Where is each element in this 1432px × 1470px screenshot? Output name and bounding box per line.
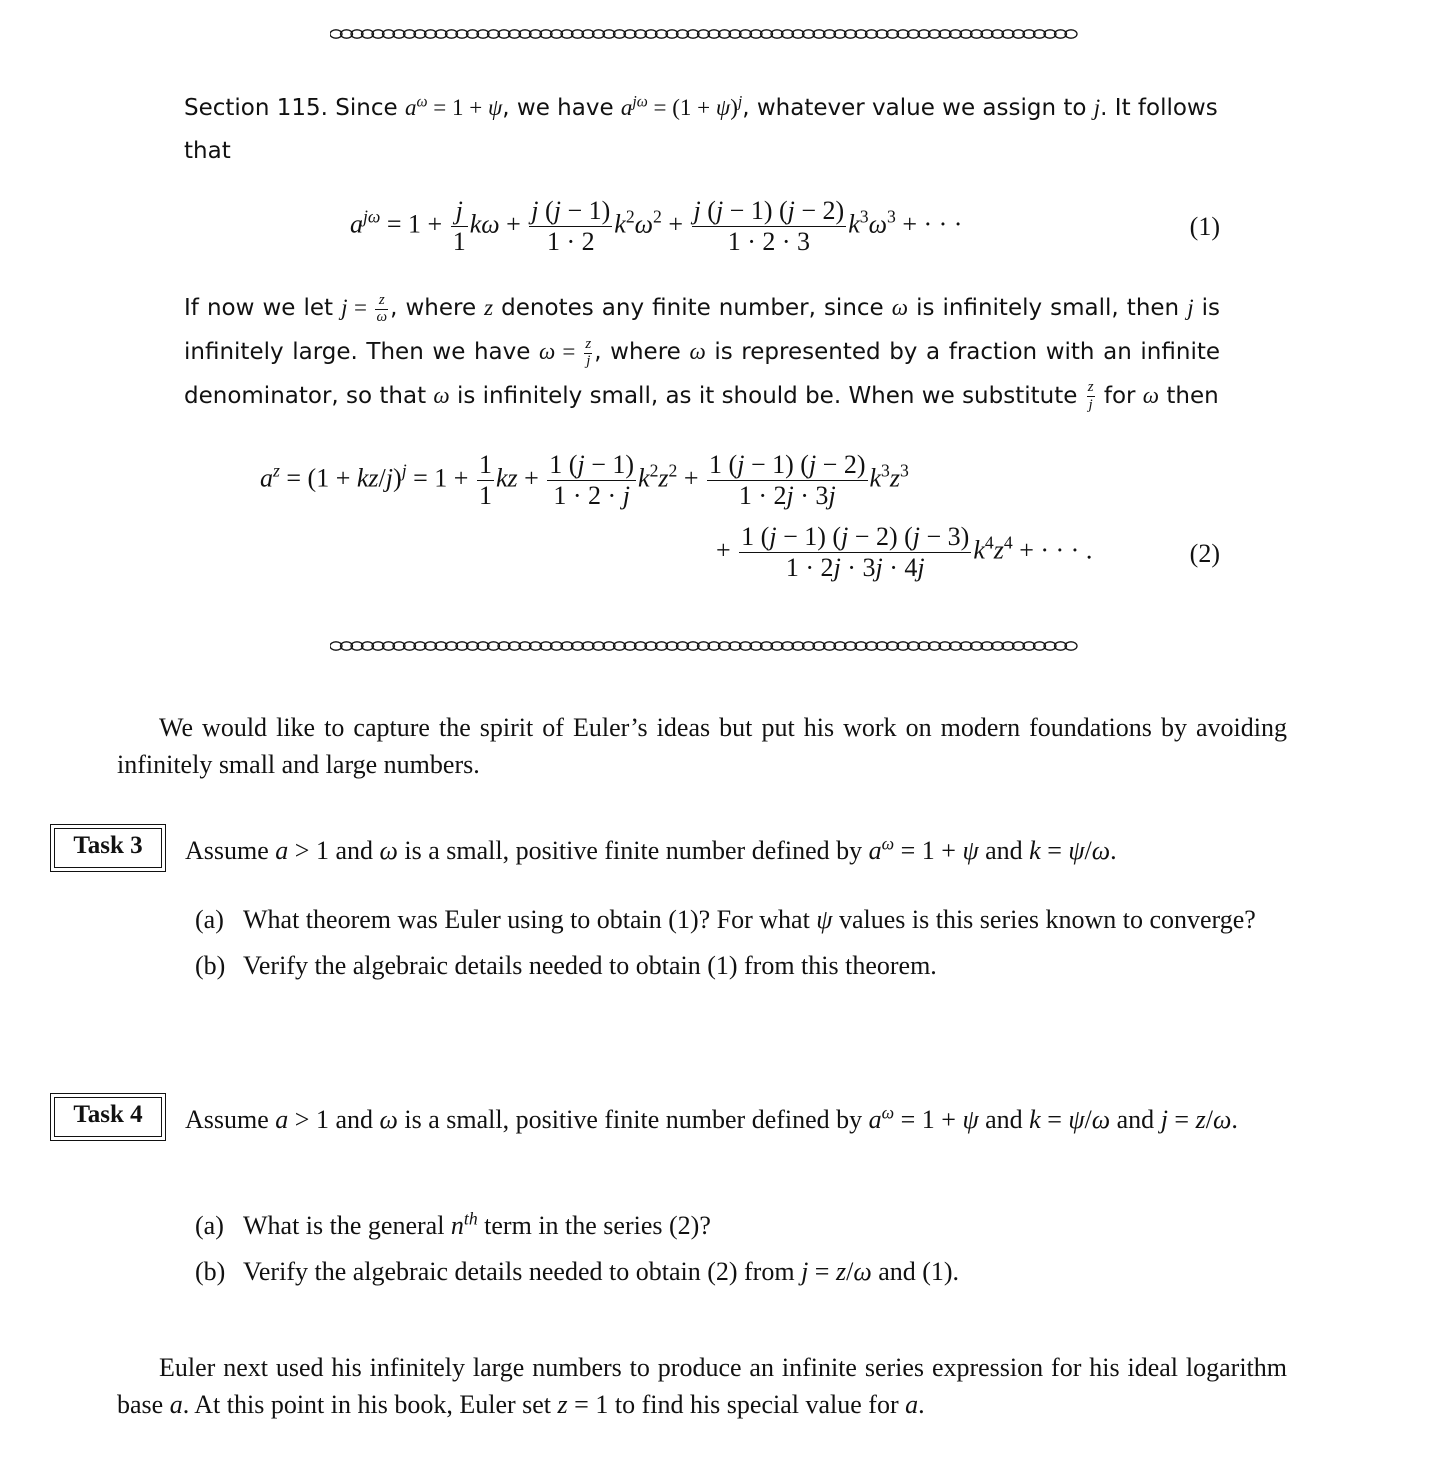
task-text: and — [985, 836, 1023, 865]
task-text: is a small, positive finite number defined by — [404, 1105, 863, 1134]
item-text: Verify the algebraic details needed to obtain (2) from — [243, 1257, 795, 1286]
item-text: What is the general — [243, 1211, 445, 1240]
task-text: and — [1116, 1105, 1155, 1134]
quote-paragraph-1: Section 115. Since $a^\omega = 1 + \psi$, we have $a^{j\omega} = (1 + \psi)^j$, whatever value we assign to j. It follows that — [184, 93, 1218, 164]
task-4-box — [50, 1093, 166, 1141]
task-text: Assume — [185, 836, 269, 865]
task-3-statement: Assume a > 1 and ω is a small, positive finite number defined by $a^\omega = 1 + \psi$ and k = ψ/ω. — [185, 833, 1117, 865]
task-3-box — [50, 824, 166, 872]
task-4-label: Task 4 — [54, 1097, 162, 1137]
closing-paragraph: Euler next used his infinitely large numbers to produce an infinite series expression for his ideal logarithm base a. At this point in his book, Euler set z = 1 to find his special value for a. — [117, 1353, 1287, 1419]
quote-text: denotes any finite number, since — [501, 295, 884, 321]
equation-1-number: (1) — [1189, 212, 1220, 241]
task-text: and — [335, 836, 373, 865]
closing-text: . At this point in his book, Euler set — [182, 1390, 552, 1419]
quote-text: is infinitely small, as it should be. When we substitute — [456, 383, 1078, 409]
item-text: values is this series known to converge? — [838, 905, 1256, 934]
task-text: Assume — [185, 1105, 269, 1134]
quote-text: , whatever value we assign to — [742, 95, 1087, 121]
quote-paragraph-2: If now we let j = $\frac{z}{\omega}$ , where z denotes any finite number, since ω is infinitely small, then j is infinitely large. Then we have ω = $\frac{z}{j}$ , where ω is represented by a fraction with an infinite denominator, so that ω is infinitely small, as it should be. When we substitute $\frac{z}{j}$ for ω then — [184, 292, 1221, 413]
quote-text: then — [1166, 383, 1219, 409]
bottom-ornament-rule — [330, 640, 1082, 652]
task-text: . — [1110, 836, 1117, 865]
task-4-item-b: (b) Verify the algebraic details needed to obtain (2) from j = z/ω and (1). — [195, 1253, 1287, 1290]
task-4-statement: Assume a > 1 and ω is a small, positive finite number defined by $a^\omega = 1 + \psi$ and k = ψ/ω and j = z/ω. — [185, 1102, 1238, 1134]
task-3-item-b — [195, 947, 1287, 984]
quote-text: is represented by a fraction with an infinite denominator, so that — [184, 339, 1221, 409]
task-4-items — [195, 1207, 1287, 1299]
quote-text: , we have — [502, 95, 614, 121]
equation-1: $a^{j\omega} = 1$ + $\frac{j}{1}$ kω + $\frac{j (j - 1)}{1 \cdot 2}$ $k^2\omega^2$ + $\frac{j (j - 1) (j - 2)}{1 \cdot 2 \cdot 3}$ $k^3\omega^3$ + · · · — [350, 196, 963, 256]
task-3-item-a: (a) What theorem was Euler using to obtain (1)? For what ψ values is this series known to converge? — [195, 901, 1287, 938]
item-label: (b) — [195, 1257, 226, 1286]
closing-text: to find his special value for — [614, 1390, 899, 1419]
closing-text: . — [918, 1390, 925, 1419]
quote-text: Since — [335, 95, 398, 121]
item-text: and (1). — [878, 1257, 960, 1286]
task-3-items — [195, 901, 1287, 993]
task-3-label: Task 3 — [54, 828, 162, 868]
quote-text: , where — [390, 295, 477, 321]
task-4-item-a: (a) What is the general $n^{th}$ term in the series (2)? — [195, 1207, 1287, 1244]
quote-text: If now we let — [184, 295, 334, 321]
task-text: is a small, positive finite number defined by — [404, 836, 863, 865]
closing-text: Euler next used his infinitely large numbers to produce an infinite series expression for his ideal logarithm base — [117, 1353, 1287, 1419]
equation-2-line-2: + $\frac{1 (j - 1) (j - 2) (j - 3)}{1 \cdot 2j \cdot 3j \cdot 4j}$ $k^4z^4$ + · · · . — [716, 522, 1093, 582]
intro-paragraph: We would like to capture the spirit of Euler’s ideas but put his work on modern foundations by avoiding infinitely small and large numbers. — [117, 713, 1287, 779]
item-label: (a) — [195, 905, 224, 934]
section-label: Section 115. — [184, 95, 328, 121]
item-text: Verify the algebraic details needed to obtain (1) from this theorem. — [243, 951, 937, 980]
item-text: term in the series (2)? — [484, 1211, 711, 1240]
quote-text: is infinitely large. Then we have — [184, 295, 1221, 365]
task-text: . — [1231, 1105, 1238, 1134]
item-label: (b) — [195, 951, 226, 980]
task-text: and — [985, 1105, 1023, 1134]
task-text: and — [335, 1105, 373, 1134]
top-ornament-rule — [330, 28, 1082, 40]
equation-2-number: (2) — [1189, 539, 1220, 568]
quote-text: . It follows that — [184, 95, 1218, 164]
equation-2-line-1: $a^z = (1 + kz/j)^j = 1$ + $\frac{1}{1}$ kz + $\frac{1 (j - 1)}{1 \cdot 2 \cdot j}$ $k^2z^2$ + $\frac{1 (j - 1) (j - 2)}{1 \cdot 2j \cdot 3j}$ $k^3z^3$ — [260, 450, 909, 510]
item-text: What theorem was Euler using to obtain (1)? For what — [243, 905, 810, 934]
quote-text: , where — [594, 339, 681, 365]
quote-text: is infinitely small, then — [916, 295, 1180, 321]
quote-text: for — [1103, 383, 1136, 409]
item-label: (a) — [195, 1211, 224, 1240]
